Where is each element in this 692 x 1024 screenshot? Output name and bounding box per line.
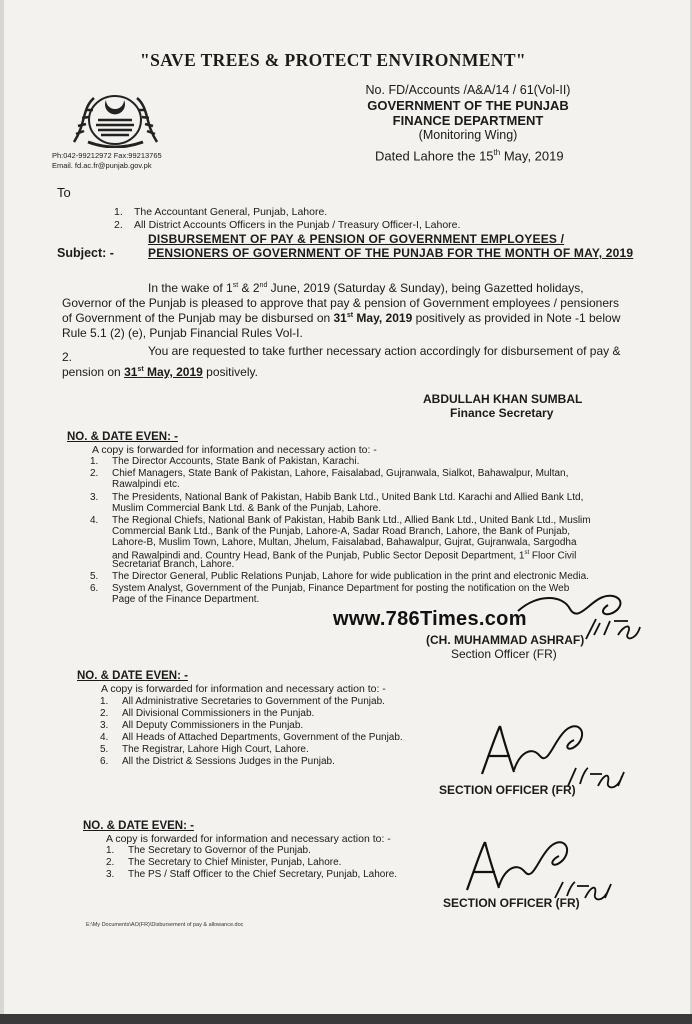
para2-line2: pension on 31st May, 2019 positively. (62, 365, 258, 379)
email: Email. fd.ac.fr@punjab.gov.pk (52, 161, 152, 170)
section-officer-title-1: SECTION OFFICER (FR) (439, 783, 576, 797)
officer-name: (CH. MUHAMMAD ASHRAF) (426, 633, 585, 647)
phone-fax: Ph:042-99212972 Fax:99213765 (52, 151, 162, 160)
addressee-1: 1. The Accountant General, Punjab, Lahore. (114, 206, 328, 218)
list-item: 3. The PS / Staff Officer to the Chief Secretary, Punjab, Lahore. (106, 869, 398, 880)
list-item-cont: Rawalpindi etc. (112, 479, 180, 490)
subject-line-1: DISBURSEMENT OF PAY & PENSION OF GOVERNMENT EMPLOYEES / (148, 232, 565, 246)
list-item: 4. All Heads of Attached Departments, Government of the Punjab. (100, 732, 403, 743)
scanner-edge (0, 1014, 692, 1024)
list-item-cont: Commercial Bank Ltd., Bank of the Punjab, Lahore-A, Sadar Road Branch, Lahore, the Bank of Punjab, (112, 526, 571, 537)
para1-line3: of Government of the Punjab may be disbursed on 31st May, 2019 positively as provided in Note -1 below (62, 311, 621, 325)
to-label: To (57, 185, 71, 200)
copy-line-3: A copy is forwarded for information and necessary action to: - (106, 833, 391, 845)
signature-section-officer-1 (470, 712, 640, 792)
list-item-cont: Muslim Commercial Bank Ltd. & Bank of the Punjab, Lahore. (112, 503, 382, 514)
list-item: 1. The Secretary to Governor of the Punjab. (106, 845, 311, 856)
reference-number: No. FD/Accounts /A&A/14 / 61(Vol-II) (365, 83, 571, 97)
list-item-cont: Lahore-B, Muslim Town, Lahore, Multan, Jhelum, Faisalabad, Bahawalpur, Gujrat, Gujranwala, Sargodha (112, 537, 577, 548)
list-item: 1. The Director Accounts, State Bank of Pakistan, Karachi. (90, 456, 360, 467)
list-item-cont: Secretariat Branch, Lahore. (112, 559, 235, 570)
copy-line-1: A copy is forwarded for information and necessary action to: - (92, 444, 377, 456)
date-line: Dated Lahore the 15th May, 2019 (375, 148, 564, 164)
list-item-cont: and Rawalpindi and. Country Head, Bank of the Punjab, Public Sector Deposit Department, 1st Floor Civil (112, 550, 577, 562)
list-item: 1. All Administrative Secretaries to Government of the Punjab. (100, 696, 385, 707)
para1-line2: Governor of the Punjab is pleased to approve that pay & pension of Government employees / pensioners (62, 296, 620, 310)
government-title: GOVERNMENT OF THE PUNJAB (367, 98, 569, 113)
list-item: 3. The Presidents, National Bank of Pakistan, Habib Bank Ltd., United Bank Ltd. Karachi and Allied Bank Ltd, (90, 492, 584, 503)
list-item: 2. The Secretary to Chief Minister, Punjab, Lahore. (106, 857, 342, 868)
para1-line4: Rule 5.1 (2) (e), Punjab Financial Rules Vol-I. (62, 326, 303, 340)
officer-title: Section Officer (FR) (451, 647, 557, 661)
list-item: 5. The Director General, Public Relations Punjab, Lahore for wide publication in the print and electronic Media. (90, 571, 589, 582)
even-heading-2: NO. & DATE EVEN: - (77, 670, 188, 682)
signature-section-officer-2 (455, 822, 630, 902)
list-item: 5. The Registrar, Lahore High Court, Lahore. (100, 744, 309, 755)
para1-line1: In the wake of 1st & 2nd June, 2019 (Saturday & Sunday), being Gazetted holidays, (148, 281, 584, 295)
even-heading-3: NO. & DATE EVEN: - (83, 820, 194, 832)
secretary-name: ABDULLAH KHAN SUMBAL (423, 392, 583, 406)
list-item: 2. All Divisional Commissioners in the Punjab. (100, 708, 315, 719)
list-item: 2. Chief Managers, State Bank of Pakistan, Lahore, Faisalabad, Gujranwala, Sialkot, Bahawalpur, Multan, (90, 468, 569, 479)
punjab-emblem-icon (68, 86, 163, 148)
section-officer-title-2: SECTION OFFICER (FR) (443, 896, 580, 910)
subject-label: Subject: - (57, 246, 114, 260)
list-item-cont: Page of the Finance Department. (112, 594, 260, 605)
motto: "SAVE TREES & PROTECT ENVIRONMENT" (140, 50, 527, 70)
wing: (Monitoring Wing) (418, 128, 518, 142)
addressee-2: 2. All District Accounts Officers in the Punjab / Treasury Officer-I, Lahore. (114, 219, 461, 231)
even-heading-1: NO. & DATE EVEN: - (67, 431, 178, 443)
watermark: www.786Times.com (333, 608, 527, 630)
para2-line1: You are requested to take further necessary action accordingly for disbursement of pay & (148, 344, 621, 358)
file-path: E:\My Documents\AO(FR)\Disbursement of pay & allowance.doc (86, 922, 244, 928)
secretary-title: Finance Secretary (450, 406, 554, 420)
list-item: 6. System Analyst, Government of the Punjab, Finance Department for posting the notification on the Web (90, 583, 570, 594)
list-item: 4. The Regional Chiefs, National Bank of Pakistan, Habib Bank Ltd., Allied Bank Ltd., United Bank Ltd., Muslim (90, 515, 591, 526)
para2-number: 2. (62, 350, 73, 364)
department-title: FINANCE DEPARTMENT (392, 113, 544, 128)
list-item: 6. All the District & Sessions Judges in the Punjab. (100, 756, 335, 767)
list-item: 3. All Deputy Commissioners in the Punjab. (100, 720, 304, 731)
subject-line-2: PENSIONERS OF GOVERNMENT OF THE PUNJAB FOR THE MONTH OF MAY, 2019 (148, 246, 634, 260)
copy-line-2: A copy is forwarded for information and necessary action to: - (101, 683, 386, 695)
